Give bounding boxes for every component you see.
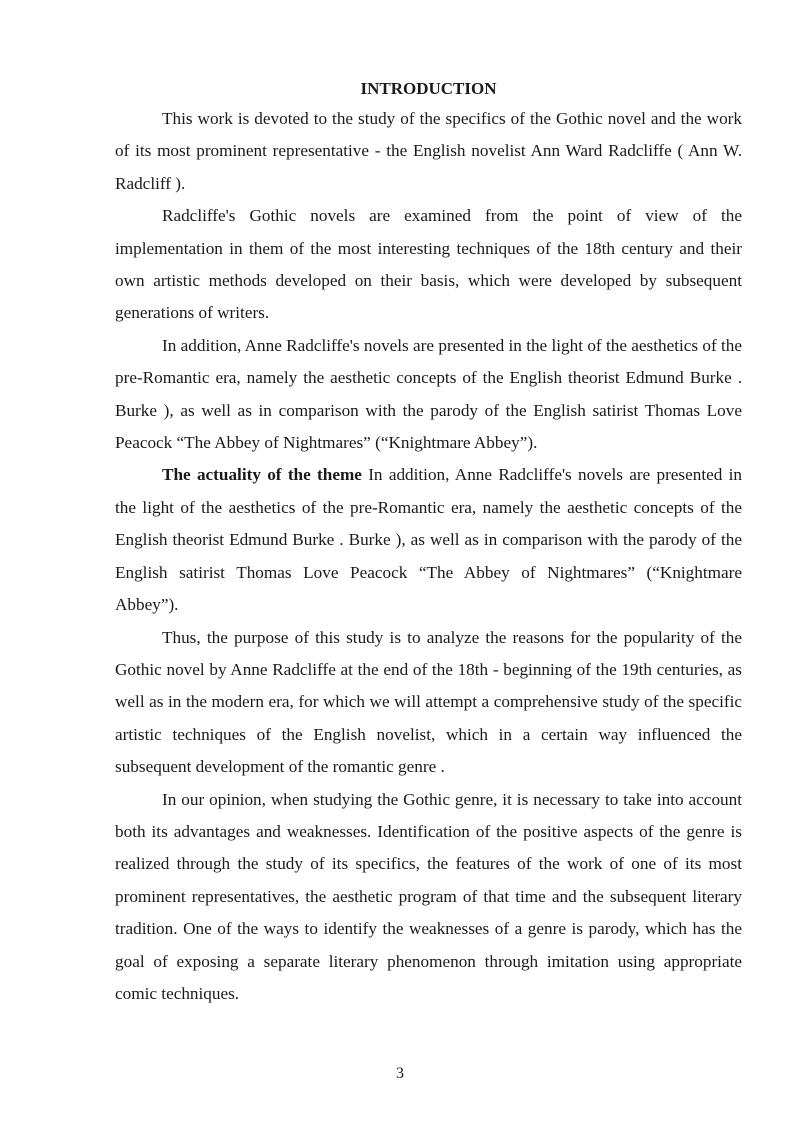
paragraph-opinion: [115, 784, 742, 1011]
paragraph-purpose: [115, 622, 742, 784]
paragraph-gothic-novels: [115, 200, 742, 330]
paragraph-intro: [115, 103, 742, 200]
paragraph-actuality: [115, 459, 742, 621]
page-content: [115, 75, 742, 1010]
paragraph-text: This work is devoted to the study of the specifics of the Gothic novel and the work of its most prominent representative - the English novelist Ann Ward Radcliffe ( Ann W. Radcliff ).: [115, 109, 742, 193]
paragraph-text: In addition, Anne Radcliffe's novels are presented in the light of the aesthetics of the pre-Romantic era, namely the aesthetic concepts of the English theorist Edmund Burke . Burke ), as well as in comparison with the parody of the English satirist Thomas Love Peacock “The Abbey of Nightmares” (“Knightmare Abbey”).: [115, 465, 742, 615]
paragraph-text: Thus, the purpose of this study is to analyze the reasons for the popularity of the Gothic novel by Anne Radcliffe at the end of the 18th - beginning of the 19th centuries, as well as in the modern era, for which we will attempt a comprehensive study of the specific artistic techniques of the English novelist, which in a certain way influenced the subsequent development of the romantic genre .: [115, 627, 742, 777]
paragraph-lead-bold: The actuality of the theme: [162, 465, 362, 485]
paragraph-text: In addition, Anne Radcliffe's novels are presented in the light of the aesthetics of the pre-Romantic era, namely the aesthetic concepts of the English theorist Edmund Burke . Burke ), as well as in comparison with the parody of the English satirist Thomas Love Peacock “The Abbey of Nightmares” (“Knightmare Abbey”).: [115, 335, 742, 453]
page-title: INTRODUCTION: [360, 79, 497, 98]
paragraph-aesthetics: [115, 330, 742, 460]
paragraph-text: In our opinion, when studying the Gothic genre, it is necessary to take into account both its advantages and weaknesses. Identification of the positive aspects of the genre is realized through the study of its specifics, the features of the work of one of its most prominent representatives, the aesthetic program of that time and the subsequent literary tradition. One of the ways to identify the weaknesses of a genre is parody, which has the goal of exposing a separate literary phenomenon through imitation using appropriate comic techniques.: [115, 789, 742, 1003]
page-number: 3: [396, 1065, 404, 1082]
paragraph-text: Radcliffe's Gothic novels are examined from the point of view of the implementation in them of the most interesting techniques of the 18th century and their own artistic methods developed on their basis, which were developed by subsequent generations of writers.: [115, 206, 742, 323]
